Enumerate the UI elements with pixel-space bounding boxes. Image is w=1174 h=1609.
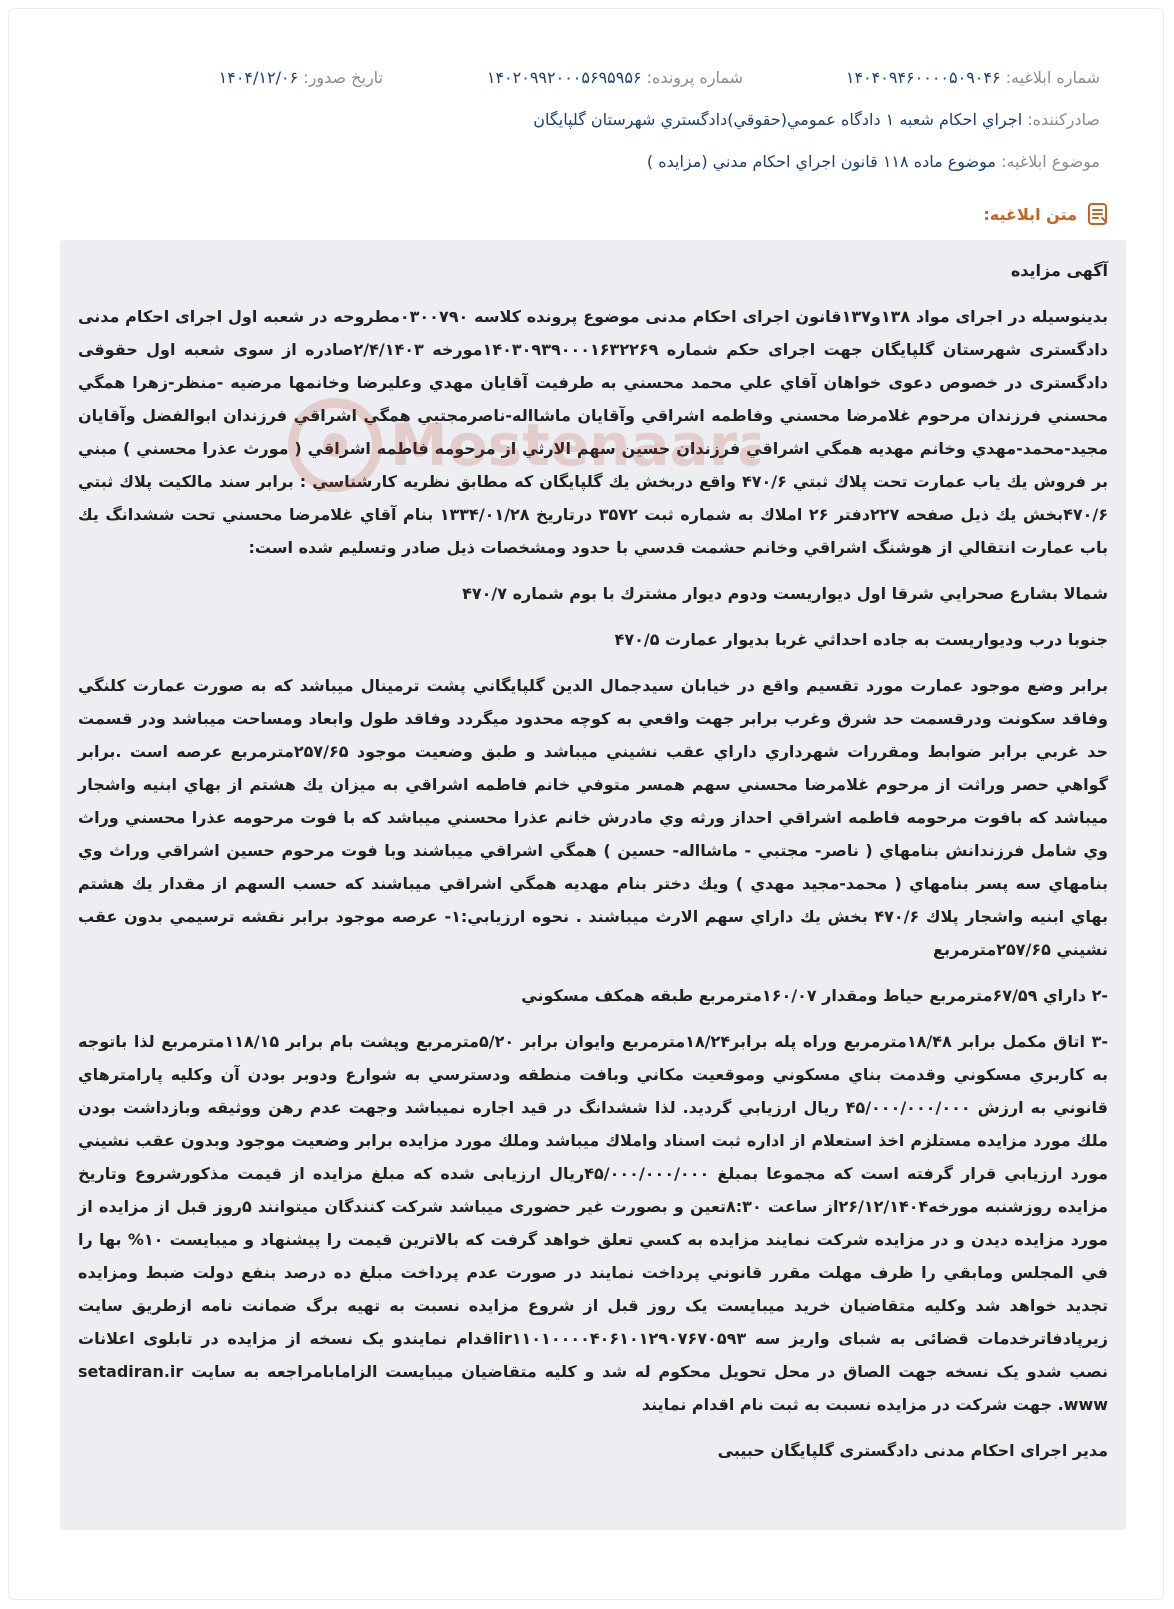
notice-number-label: شماره ابلاغیه: [1005,68,1100,87]
paragraph-south-boundary: جنوبا درب وديواريست به جاده احداثي غربا بديوار عمارت ۴۷۰/۵ [614,630,1108,649]
paragraph-auction-terms: -۳ اتاق مكمل برابر ۱۸/۴۸مترمربع وراه پله برابر۱۸/۲۴مترمربع وايوان برابر ۵/۲۰مترمربع وپشت بام برابر ۱۱۸/۱۵مترمربع لذا باتوجه به كاربري مسكوني وقدمت بناي مسكوني وموقعيت مكاني وبافت منطقه ودسترسي به شوارع ودوبر بودن آن وكليه پارامترهاي قانوني به ارزش ۴۵/۰۰۰/۰۰۰/۰۰۰ ريال ارزيابي گرديد. لذا ششدانگ در قيد اجاره نمیباشد وجهت عدم رهن ووثيقه وبازداشت بودن ملك مورد مزايده مستلزم اخذ استعلام از اداره ثبت اسناد واملاك ميباشد وملك مورد مزايده برابر وضعيت موجود وبدون عقب نشيني مورد ارزيابي قرار گرفته است كه مجموعا بمبلغ ۴۵/۰۰۰/۰۰۰/۰۰۰ريال ارزيابی شده كه مبلغ مزايده از قيمت مذكورشروع وتاريخ مزايده روزشنبه مورخه۲۶/۱۲/۱۴۰۴از ساعت ۸:۳۰تعين و بصورت غیر حضوری ميباشد شركت كنندگان ميتوانند ۵روز قبل از مزايده از مورد مزايده ديدن و در مزايده شركت نمايند مزايده به كسي تعلق خواهد گرفت كه بالاترين قيمت را پيشنهاد و ميبايست ۱۰% بها را في المجلس ومابقي را ظرف مهلت مقرر قانوني پرداخت نمايند در صورت عدم پرداخت مبلغ ده درصد بنفع دولت ضبط ومزايده تجديد خواهد شد وكليه متقاضيان خريد ميبايست يک روز قبل از شروع مزايده نسبت به تهيه برگ ضمانت نامه ازطريق سايت زيرپادفاترخدمات قضائی به شبای واریز سه ir۱۱۰۱۰۰۰۰۴۰۶۱۰۱۲۹۰۷۶۷۰۵۹۳اقدام نمایندو يک نسخه از مزايده در تابلوی اعلانات نصب شدو يک نسخه جهت الصاق در محل تحويل محکوم له شد و کليه متقاضيان ميبايست الزامابامراجعه به سايت setadiran.ir www. جهت شركت در مزايده نسبت به ثبت نام اقدام نمایند [78,1032,1109,1414]
meta-row-issuer [9,105,1163,135]
ad-heading: آگهی مزایده [1010,261,1108,280]
notice-text-heading [983,199,1111,229]
issue-date-value: ۱۴۰۴/۱۲/۰۶ [218,68,299,87]
issuer-value: اجراي احكام شعبه ۱ دادگاه عمومي(حقوقي)دادگستري شهرستان گلپايگان [533,110,1023,129]
paragraph-north-boundary: شمالا بشارع صحرايي شرقا اول ديواريست ودوم ديوار مشترك با بوم شماره ۴۷۰/۷ [462,584,1108,603]
paragraph-property-status: برابر وضع موجود عمارت مورد تقسيم واقع در خيابان سيدجمال الدين گلپايگاني پشت ترمينال ميباشد كه به صورت عمارت كلنگي وفاقد سكونت ودرقسمت حد شرق وغرب برابر جهت واقعي به كوچه محدود ميگردد وفاقد طول وابعاد ومساحت ميباشد ودر قسمت حد غربي برابر ضوابط ومقررات شهرداري داراي عقب نشيني ميباشد و طبق وضعيت موجود ۲۵۷/۶۵مترمربع عرصه است .برابر گواهي حصر وراثت از مرحوم غلامرضا محسني سهم همسر متوفي خانم فاطمه اشراقي به ميزان يك هشتم از بهاي ابنيه واشجار ميباشد كه بافوت مرحومه فاطمه اشراقي احداز ورثه وي مادرش خانم عذرا محسني ميباشد كه با فوت مرحومه عذرا محسني وراث وي شامل فرزندانش بنامهاي ( ناصر- مجتبي - ماشااله- حسين ) همگي اشراقي ميباشند وبا فوت مرحوم حسين اشراقي وراث وي بنامهاي سه پسر بنامهاي ( محمد-مجيد مهدي ) ويك دختر بنام مهديه همگي اشراقي ميباشند كه حسب السهم از مقدار يك هشتم بهاي ابنيه واشجار پلاك ۴۷۰/۶ بخش يك داراي سهم الارث ميباشند . نحوه ارزيابي:۱- عرصه موجود برابر نقشه ترسيمي بدون عقب نشيني ۲۵۷/۶۵مترمربع [78,676,1108,959]
meta-row-subject [9,147,1163,177]
issue-date [219,63,383,93]
meta-row-ids [9,63,1163,93]
notice-body [60,240,1126,1530]
document-icon [1085,201,1111,227]
subject [647,147,1100,177]
notice-text-title: متن ابلاغیه: [983,204,1077,224]
case-number-label: شماره پرونده: [646,68,743,87]
case-number [487,63,743,93]
case-number-value: ۱۴۰۲۰۹۹۲۰۰۰۵۶۹۵۹۵۶ [486,68,642,87]
notice-number [846,63,1100,93]
paragraph-area-item-2: -۲ داراي ۶۷/۵۹مترمربع حياط ومقدار ۱۶۰/۰۷مترمربع طبقه همكف مسكوني [521,986,1108,1005]
issue-date-label: تاریخ صدور: [303,68,383,87]
subject-label: موضوع ابلاغیه: [1001,152,1100,171]
issuer [533,105,1100,135]
watermark-text: Mostenaara [390,411,760,479]
notice-number-value: ۱۴۰۴۰۹۴۶۰۰۰۰۵۰۹۰۴۶ [845,68,1001,87]
paragraph-intro: بدینوسیله در اجرای مواد ۱۳۸و۱۳۷قانون اجرای احکام مدنی موضوع پرونده کلاسه ۰۳۰۰۷۹۰مطروحه در شعبه اول اجرای احکام مدنی دادگستری شهرستان گلپایگان جهت اجرای حکم شماره ۱۴۰۳۰۹۳۹۰۰۰۱۶۳۲۲۶۹مورخه ۲/۴/۱۴۰۳صادره از سوی شعبه اول حقوقی دادگستری در خصوص دعوی خواهان آقاي علي محمد محسني به طرفيت آقايان مهدي وعليرضا وخانمها مرضيه -منظر-زهرا همگي محسني فرزندان مرحوم غلامرضا محسني وفاطمه اشراقي وآقايان ماشااله-ناصرمجتبي همگي اشراقي فرزندان ابوالفضل وآقايان مجيد-محمد-مهدي وخانم مهديه همگي اشراقي فرزندان حسين سهم الارثي از مرحومه فاطمه اشراقي ( مورث عذرا محسني ) مبني بر فروش يك ياب عمارت تحت پلاك ثبتي ۴۷۰/۶ واقع دربخش يك گلپايگان كه مطابق نظريه كارشناسي : برابر سند مالكيت پلاك ثبتي ۴۷۰/۶بخش يك ذيل صفحه ۲۲۷دفتر ۲۶ املاك به شماره ثبت ۳۵۷۲ درتاريخ ۱۳۳۴/۰۱/۲۸ بنام آقاي غلامرضا محسني تحت ششدانگ يك باب عمارت انتقالي از هوشنگ اشراقي وخانم حشمت قدسي با حدود ومشخصات ذيل صادر وتسليم شده است: [78,307,1109,557]
subject-value: موضوع ماده ۱۱۸ قانون اجراي احكام مدني (مزايده ) [646,152,996,171]
signature-line: مدير اجرای احکام مدنی دادگستری گلپايگان حبيبی [717,1441,1108,1460]
issuer-label: صادرکننده: [1027,110,1100,129]
